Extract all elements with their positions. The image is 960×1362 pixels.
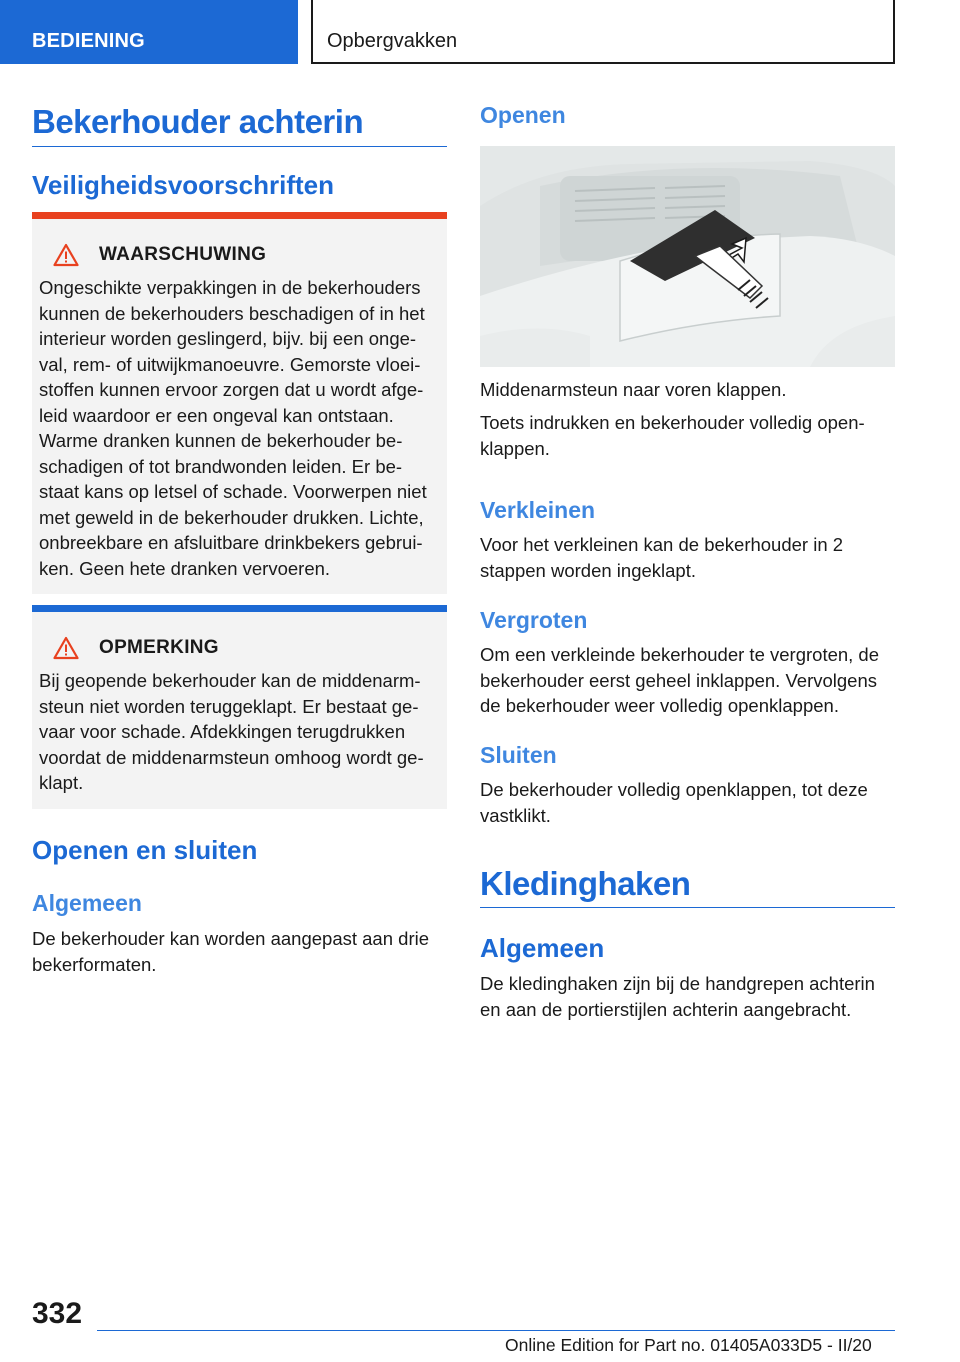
note-box: [32, 605, 447, 809]
warning-text: Ongeschikte verpakkingen in de bekerhouders kunnen de bekerhouders beschadigen of in het interieur worden geslingerd, bijv. bij een onge‐ val, rem- of uitwijkmanoeuvre. Gemorste vloei‐ stoffen kunnen ervoor zorgen dat u wordt afge‐ leid waardoor er een ongeval kan ontstaan. Warme dranken kunnen de bekerhouder be‐ schadigen of tot brandwonden leiden. Er be‐ staat kans op letsel of schade. Voorwerpen niet met geweld in de bekerhouder drukken. Lichte, onbreekbare en afsluitbare drinkbekers gebrui‐ ken. Geen hete dranken vervoeren.: [39, 277, 427, 579]
open-close-heading: Openen en sluiten: [32, 835, 258, 865]
close-heading: Sluiten: [480, 742, 557, 768]
note-label: OPMERKING: [99, 637, 219, 658]
page-number: 332: [32, 1297, 83, 1330]
hooks-title-rule: [480, 907, 895, 908]
warning-header: [39, 243, 439, 267]
general-heading: Algemeen: [32, 890, 142, 916]
hooks-general-text: De kledinghaken zijn bij de handgrepen achterin en aan de portierstijlen achterin aangebracht.: [480, 973, 875, 1020]
safety-heading: Veiligheidsvoorschriften: [32, 170, 334, 200]
armrest-cupholder-illustration: [480, 146, 895, 367]
warning-box: [32, 212, 447, 594]
shrink-text: Voor het verkleinen kan de bekerhouder in 2 stappen worden ingeklapt.: [480, 534, 844, 581]
title-rule: [32, 146, 447, 147]
close-text: De bekerhouder volledig openklappen, tot deze vastklikt.: [480, 779, 868, 826]
note-header: [39, 636, 439, 660]
page-title: Bekerhouder achterin: [32, 103, 364, 140]
enlarge-heading: Vergroten: [480, 607, 588, 633]
general-text: De bekerhouder kan worden aangepast aan drie bekerformaten.: [32, 928, 430, 975]
warning-triangle-icon: [53, 636, 79, 660]
open-heading: Openen: [480, 102, 566, 128]
warning-triangle-icon: [53, 243, 79, 267]
shrink-heading: Verkleinen: [480, 497, 596, 523]
open-step-1: Middenarmsteun naar voren klappen.: [480, 379, 787, 400]
enlarge-text: Om een verkleinde bekerhouder te vergroten, de bekerhouder eerst geheel inklappen. Vervolgens de bekerhouder weer volledig openklappen.: [480, 644, 880, 716]
open-step-2: Toets indrukken en bekerhouder volledig open‐ klappen.: [480, 412, 865, 459]
edition-line: Online Edition for Part no. 01405A033D5 - II/20: [505, 1335, 872, 1355]
hooks-general-heading: Algemeen: [480, 933, 605, 963]
note-text: Bij geopende bekerhouder kan de middenarm‐ steun niet worden teruggeklapt. Er bestaat ge‐ vaar voor schade. Afdekkingen terugdrukken voordat de middenarmsteun omhoog wordt ge‐ klapt.: [39, 670, 424, 793]
armrest-illustration: [480, 146, 895, 367]
section-tab: [0, 0, 298, 64]
chapter-label: Opbergvakken: [327, 30, 458, 52]
warning-label: WAARSCHUWING: [99, 244, 267, 265]
hooks-title: Kledinghaken: [480, 865, 691, 902]
footer-rule: [97, 1330, 895, 1331]
chapter-tab: [311, 0, 895, 64]
section-label: BEDIENING: [32, 30, 145, 52]
